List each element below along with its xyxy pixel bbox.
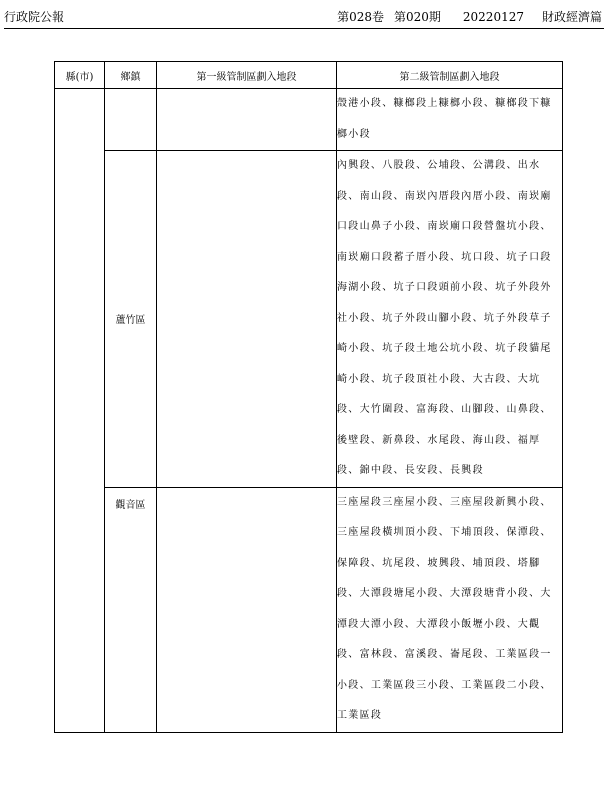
header-meta [327,8,602,26]
column-header-level1: 第一級管制區劃入地段 [157,62,337,89]
column-header-level2: 第二級管制區劃入地段 [337,62,563,89]
level2-sections: 內興段、八股段、公埔段、公溝段、出水段、南山段、南崁內厝段內厝小段、南崁廟口段山鼻子小段、南崁廟口段營盤坑小段、南崁廟口段蓄子厝小段、坑口段、坑子口段海湖小段、坑子口段頭前小段、坑子外段外社小段、坑子外段山腳小段、坑子外段草子崎小段、坑子段土地公坑小段、坑子段貓尾崎小段、坑子段頂社小段、大古段、大坑段、大竹圍段、富海段、山腳段、山鼻段、後壁段、新鼻段、水尾段、海山段、福厚段、錦中段、長安段、長興段 [337,160,552,476]
page-header [4,8,604,29]
section-name: 財政經濟篇 [541,10,602,24]
table-row [55,151,563,488]
county-cell [55,89,105,733]
publication-title: 行政院公報 [4,10,65,24]
table-row [55,89,563,151]
level2-cell [337,487,563,732]
publication-date: 20220127 [462,10,524,24]
level1-cell [157,89,337,151]
township-cell [105,89,157,151]
column-header-township: 鄉鎮 [105,62,157,89]
level2-sections: 殼港小段、糠榔段上糠榔小段、糠榔段下糠榔小段 [337,98,552,140]
township-cell: 觀音區 [105,487,157,732]
volume-number: 第028卷 [337,10,384,24]
level2-sections: 三座屋段三座屋小段、三座屋段新興小段、三座屋段橫圳頂小段、下埔頂段、保潭段、保障段、坑尾段、坡興段、埔頂段、塔腳段、大潭段塘尾小段、大潭段塘背小段、大潭段大潭小段、大潭段小飯壢小段、大觀段、富林段、富溪段、崙尾段、工業區段一小段、工業區段三小段、工業區段二小段、工業區段 [337,496,552,721]
level1-cell [157,151,337,488]
issue-number: 第020期 [394,10,441,24]
table-row [55,487,563,732]
level2-cell [337,151,563,488]
column-header-county: 縣(市) [55,62,105,89]
township-cell: 蘆竹區 [105,151,157,488]
level1-cell [157,487,337,732]
level2-cell [337,89,563,151]
table-header-row [55,62,563,89]
control-zone-table [54,61,563,733]
